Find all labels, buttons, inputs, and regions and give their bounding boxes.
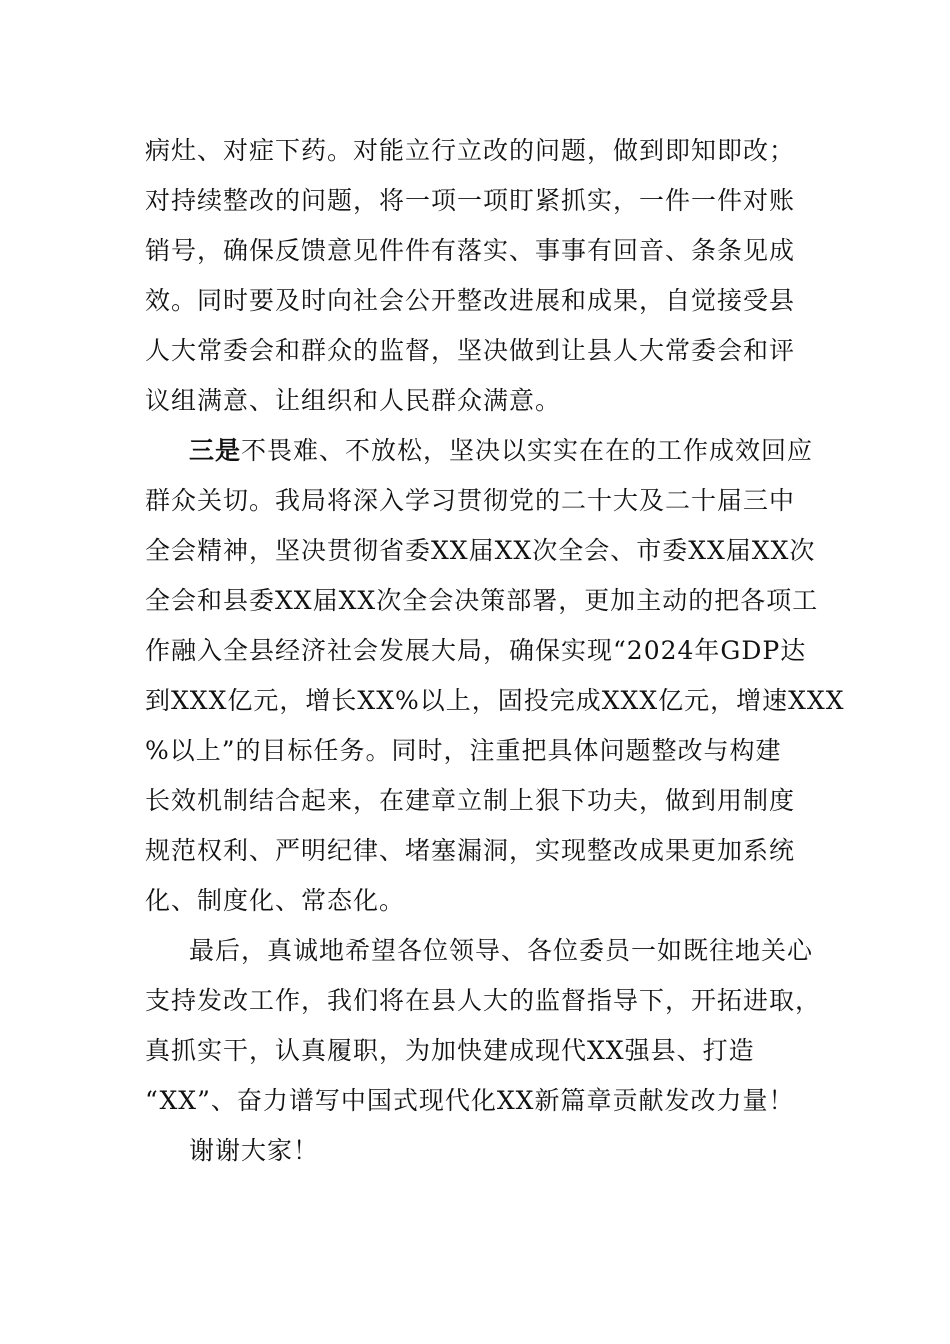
text-line-first: 最后，真诚地希望各位领导、各位委员一如既往地关心 [189, 936, 814, 965]
third-point-text: 不畏难、不放松，坚决以实实在在的工作成效回应 [241, 436, 814, 465]
paragraph-conclusion [145, 926, 822, 1126]
text-line: 群众关切。我局将深入学习贯彻党的二十大及二十届三中 [145, 486, 796, 515]
text-line: 对持续整改的问题，将一项一项盯紧抓实，一件一件对账 [145, 186, 796, 215]
paragraph-rectification [145, 126, 815, 426]
text-line: 作融入全县经济社会发展大局，确保实现“2024年GDP达 [145, 636, 807, 665]
text-line: 议组满意、让组织和人民群众满意。 [145, 386, 562, 415]
text-line: 人大常委会和群众的监督，坚决做到让县人大常委会和评 [145, 336, 796, 365]
text-line: 化、制度化、常态化。 [145, 886, 406, 915]
text-line: “XX”、奋力谱写中国式现代化XX新篇章贡献发改力量！ [145, 1086, 795, 1115]
text-line: 效。同时要及时向社会公开整改进展和成果，自觉接受县 [145, 286, 796, 315]
text-line: 长效机制结合起来，在建章立制上狠下功夫，做到用制度 [145, 786, 796, 815]
text-line: 全会和县委XX届XX次全会决策部署，更加主动的把各项工 [145, 586, 819, 615]
text-line: 支持发改工作，我们将在县人大的监督指导下，开拓进取， [145, 986, 822, 1015]
text-line: 到XXX亿元，增长XX%以上，固投完成XXX亿元，增速XXX [145, 686, 845, 715]
third-point-lead: 三是 [189, 436, 242, 465]
text-line: 规范权利、严明纪律、堵塞漏洞，实现整改成果更加系统 [145, 836, 796, 865]
text-line: 真抓实干，认真履职，为加快建成现代XX强县、打造 [145, 1036, 755, 1065]
text-line: 病灶、对症下药。对能立行立改的问题，做到即知即改； [145, 136, 796, 165]
text-line: 全会精神，坚决贯彻省委XX届XX次全会、市委XX届XX次 [145, 536, 816, 565]
text-line: 销号，确保反馈意见件件有落实、事事有回音、条条见成 [145, 236, 796, 265]
paragraph-third-point [145, 426, 845, 926]
document-body [145, 126, 845, 1176]
text-line-first [145, 426, 815, 476]
closing-thanks: 谢谢大家！ [189, 1136, 320, 1165]
text-line: %以上”的目标任务。同时，注重把具体问题整改与构建 [145, 736, 782, 765]
